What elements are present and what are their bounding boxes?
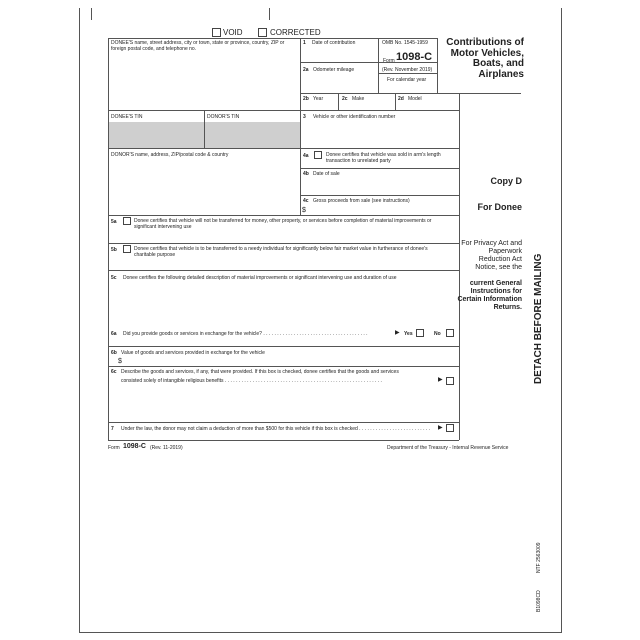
donor-tin-label: DONOR'S TIN (207, 114, 240, 120)
box6c-number: 6c (111, 369, 117, 375)
grid-left-line (108, 38, 109, 440)
b5c-bottom-line (108, 346, 459, 347)
donee-tin-shade (109, 122, 204, 148)
box6a-yes-label: Yes (404, 331, 413, 337)
box4b-label: Date of sale (313, 171, 340, 177)
b6a-bottom-line (108, 366, 459, 367)
box5a-number: 5a (111, 219, 117, 225)
box6c-label-line2: consisted solely of intangible religious benefits . . . . . . . . . . . . . . . . . . . . . . . . . . . . . . . . . . . . . . . . . . . . . . . . . . . . . . . . . (121, 378, 382, 384)
box7-arrow-icon: ▶ (438, 425, 443, 431)
box3-label: Vehicle or other identification number (313, 114, 396, 120)
box6c-label-line1: Describe the goods and services, if any, that were provided. If this box is checked, donee certifies that the goods and services (121, 369, 399, 375)
for-donee-label: For Donee (477, 202, 522, 212)
tin-bottom-line (108, 148, 459, 149)
grid-omb-left-line (378, 38, 379, 93)
form-revision: (Rev. November 2019) (382, 67, 433, 73)
box4b-number: 4b (303, 171, 309, 177)
calendar-year-label: For calendar year (387, 77, 427, 83)
rev-divider (378, 73, 437, 74)
grid-top-line (108, 38, 438, 39)
b1-bottom-line (300, 62, 378, 63)
box6a-no-label: No (434, 331, 441, 337)
privacy-notice: For Privacy Act and Paperwork Reduction Act Notice, see the (461, 240, 522, 271)
box5a-label: Donee certifies that vehicle will not be transferred for money, other property, or services before completion of material improvements or significant intervening use (134, 218, 432, 230)
box6a-no-checkbox[interactable] (446, 329, 454, 337)
box6c-arrow-icon: ▶ (438, 377, 443, 383)
box2c-label: Make (352, 96, 365, 102)
box6a-yes-checkbox[interactable] (416, 329, 424, 337)
copy-label: Copy D (490, 176, 522, 186)
corrected-checkbox[interactable] (258, 28, 267, 37)
grid-col-divider (300, 38, 301, 215)
form-number: 1098-C (396, 51, 433, 63)
box4a-label: Donee certifies that vehicle was sold in arm's length transaction to unrelated party (326, 152, 441, 164)
box2d-number: 2d (398, 96, 404, 102)
detach-before-mailing: DETACH BEFORE MAILING (533, 253, 544, 384)
box4a-checkbox[interactable] (314, 151, 322, 159)
donor-name-label: DONOR'S name, address, ZIP/postal code & country (111, 152, 229, 158)
donee-bottom-line (108, 110, 459, 111)
void-checkbox[interactable] (212, 28, 221, 37)
box5c-label: Donee certifies the following detailed description of material improvements or significant intervening use and duration of use (123, 275, 397, 281)
box7-checkbox[interactable] (446, 424, 454, 432)
box6c-checkbox[interactable] (446, 377, 454, 385)
box2b-label: Year (313, 96, 324, 102)
footer-form-number: 1098-C (123, 443, 146, 450)
box6a-arrow-icon: ▶ (395, 330, 400, 336)
box5b-number: 5b (111, 247, 117, 253)
grid-omb-right-line (437, 38, 438, 93)
box5b-checkbox[interactable] (123, 245, 131, 253)
box5a-checkbox[interactable] (123, 217, 131, 225)
donor-tin-shade (205, 122, 300, 148)
b2a-bottom-line (300, 93, 459, 94)
box6b-dollar: $ (118, 358, 122, 365)
footer-form-word: Form (108, 445, 120, 451)
box2a-number: 2a (303, 67, 309, 73)
box6a-number: 6a (111, 331, 117, 337)
title-underline (459, 93, 521, 94)
b2c-right-line (395, 93, 396, 110)
corrected-label: CORRECTED (270, 28, 321, 37)
omb-number: OMB No. 1545-1959 (382, 40, 428, 46)
b2b-right-line (338, 93, 339, 110)
box1-number: 1 (303, 40, 306, 46)
box2b-number: 2b (303, 96, 309, 102)
ntf-code: NTF 2563009 (536, 542, 542, 573)
box6b-label: Value of goods and services provided in exchange for the vehicle (121, 350, 265, 356)
box4c-dollar: $ (302, 207, 306, 214)
form-title: Contributions of Motor Vehicles, Boats, and Airplanes (446, 37, 524, 80)
crop-mark-right (269, 8, 270, 20)
b5a-bottom-line (108, 243, 459, 244)
b4a-bottom-line (300, 168, 459, 169)
box4c-label: Gross proceeds from sale (see instructions) (313, 198, 410, 204)
footer-department: Department of the Treasury - Internal Revenue Service (387, 445, 509, 451)
box1-label: Date of contribution (312, 40, 356, 46)
general-instructions: current General Instructions for Certain Information Returns. (457, 280, 522, 311)
box3-number: 3 (303, 114, 306, 120)
box5c-number: 5c (111, 275, 117, 281)
void-label: VOID (223, 28, 243, 37)
box2d-label: Model (408, 96, 422, 102)
box2a-label: Odometer mileage (313, 67, 355, 73)
donee-name-label: DONEE'S name, street address, city or town, state or province, country, ZIP or foreign postal code, and telephone no. (111, 40, 285, 52)
box2c-number: 2c (342, 96, 348, 102)
box4a-number: 4a (303, 153, 309, 159)
b6c-bottom-line (108, 422, 459, 423)
box4c-number: 4c (303, 198, 309, 204)
b4b-bottom-line (300, 195, 459, 196)
footer-revision: (Rev. 11-2019) (150, 445, 183, 451)
b5b-bottom-line (108, 270, 459, 271)
donee-tin-label: DONEE'S TIN (111, 114, 143, 120)
form-code: B1098CD (536, 590, 542, 612)
form-word: Form (383, 58, 395, 64)
donor-bottom-line (108, 215, 459, 216)
box7-number: 7 (111, 426, 114, 432)
box5b-label: Donee certifies that vehicle is to be transferred to a needy individual for significantly below fair market value in furtherance of donee's charitable purpose (134, 246, 428, 258)
crop-mark-left (91, 8, 92, 20)
box6a-label: Did you provide goods or services in exchange for the vehicle? . . . . . . . . . . . . . . . . . . . . . . . . . . . . . . . . . . . . . . (123, 331, 368, 337)
box7-label: Under the law, the donor may not claim a deduction of more than $500 for this vehicle if this box is checked . . . . . . . . . . . . . . . . . . . . . . . . . . (121, 426, 431, 432)
box6b-number: 6b (111, 350, 117, 356)
b7-bottom-line (108, 440, 459, 441)
